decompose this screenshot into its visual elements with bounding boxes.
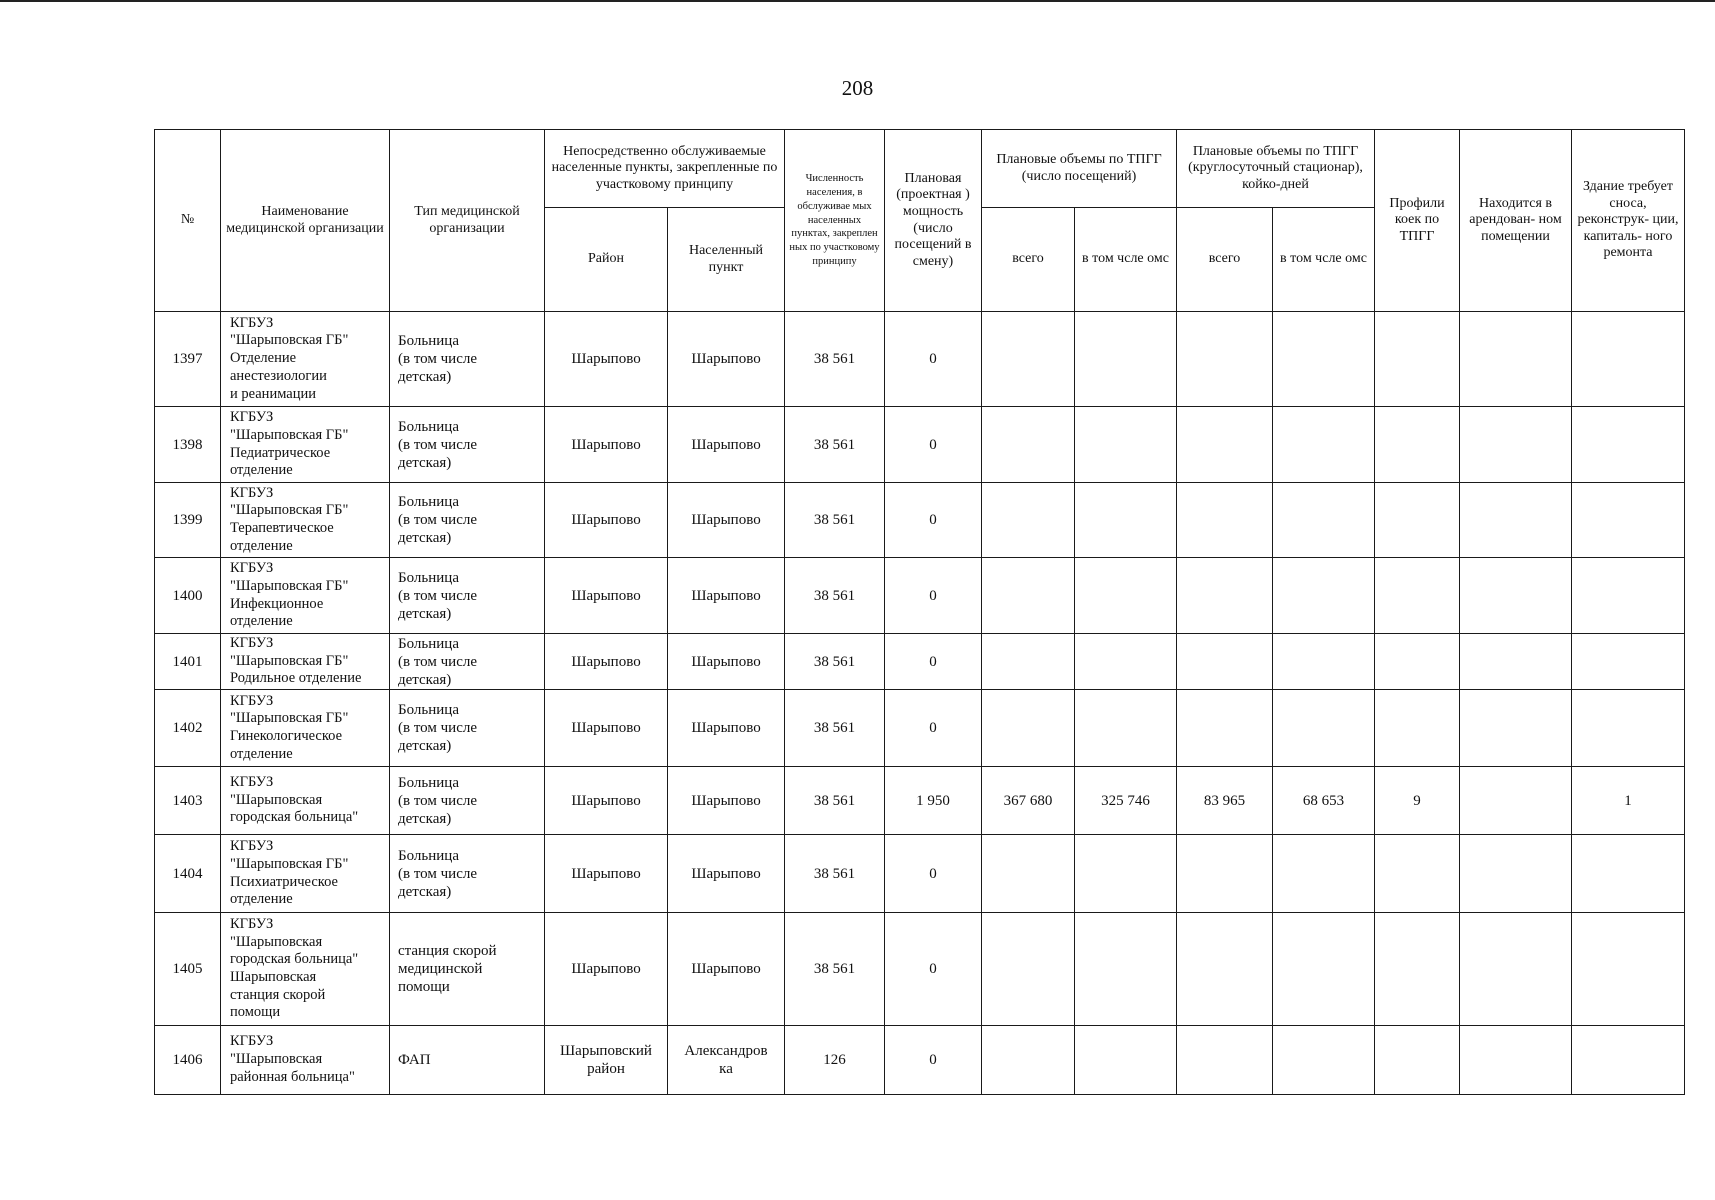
cell-visits-oms: [1075, 690, 1177, 767]
cell-capacity: 0: [885, 690, 982, 767]
cell-bed-profiles: [1375, 1026, 1460, 1095]
cell-settlement: [668, 634, 785, 690]
cell-bed-profiles: [1375, 634, 1460, 690]
cell-settlement-line: Шарыпово: [691, 961, 761, 977]
top-rule: [0, 0, 1715, 2]
cell-type-line: Больница: [398, 635, 459, 652]
cell-settlement: [668, 407, 785, 483]
cell-visits-oms: [1075, 634, 1177, 690]
cell-demolition: [1572, 835, 1685, 913]
table-row: [155, 1026, 1685, 1095]
cell-name-line: КГБУЗ: [230, 560, 274, 577]
cell-district-line: Шарыпово: [571, 792, 641, 809]
cell-population: 38 561: [785, 483, 885, 558]
cell-district: [545, 483, 668, 558]
cell-visits-oms: [1075, 312, 1177, 407]
cell-district-line: Шарыпово: [571, 436, 641, 453]
cell-population: 38 561: [785, 312, 885, 407]
cell-type: [390, 634, 545, 690]
cell-name: [221, 835, 390, 913]
cell-visits-total: [982, 690, 1075, 767]
cell-name-line: отделение: [230, 891, 293, 908]
header-bed-profiles: Профили коек по ТПГГ: [1375, 130, 1460, 312]
header-name: Наименование медицинской организации: [221, 130, 390, 312]
cell-capacity: 0: [885, 558, 982, 634]
cell-type-line: (в том числе: [398, 436, 478, 453]
cell-district-line: Шарыпово: [571, 351, 641, 367]
cell-settlement: [668, 312, 785, 407]
cell-bed-profiles: [1375, 913, 1460, 1026]
cell-num: 1406: [155, 1026, 221, 1095]
cell-name-line: КГБУЗ: [230, 692, 274, 709]
header-tpgg-hospital-group: Плановые объемы по ТПГГ (круглосуточный стационар), койко-дней: [1177, 130, 1375, 208]
cell-num: 1404: [155, 835, 221, 913]
cell-settlement-line: ка: [719, 1061, 733, 1077]
cell-visits-oms: [1075, 913, 1177, 1026]
cell-name-line: Шарыповская: [230, 969, 317, 985]
cell-type: [390, 913, 545, 1026]
cell-name-line: КГБУЗ: [230, 634, 274, 651]
cell-visits-oms: [1075, 483, 1177, 558]
cell-district-line: Шарыпово: [571, 587, 641, 604]
header-population: Численность населения, в обслуживае мых населенных пунктах, закреплен ных по участковому принципу: [785, 130, 885, 312]
cell-bed-profiles: [1375, 690, 1460, 767]
cell-demolition: [1572, 1026, 1685, 1095]
cell-type-line: детская): [398, 738, 452, 754]
cell-settlement: [668, 1026, 785, 1095]
cell-type-line: детская): [398, 605, 452, 622]
cell-name-line: Педиатрическое: [230, 444, 331, 461]
cell-rented: [1460, 558, 1572, 634]
cell-name-line: "Шарыповская: [230, 1051, 323, 1068]
cell-name-line: городская больница": [230, 809, 359, 826]
page-number: 208: [841, 76, 874, 100]
cell-demolition: [1572, 407, 1685, 483]
cell-rented: [1460, 1026, 1572, 1095]
cell-name-line: КГБУЗ: [230, 1033, 274, 1050]
cell-visits-oms: [1075, 558, 1177, 634]
cell-hosp-total: [1177, 690, 1273, 767]
cell-name: [221, 558, 390, 634]
cell-name-line: КГБУЗ: [230, 484, 274, 501]
cell-name-line: Терапевтическое: [230, 520, 334, 536]
cell-demolition: 1: [1572, 767, 1685, 835]
table-row: [155, 634, 1685, 690]
cell-hosp-total: [1177, 558, 1273, 634]
cell-name-line: отделение: [230, 613, 293, 630]
cell-population: 38 561: [785, 634, 885, 690]
cell-name-line: "Шарыповская ГБ": [230, 426, 349, 443]
cell-rented: [1460, 483, 1572, 558]
cell-type-line: (в том числе: [398, 351, 478, 367]
cell-rented: [1460, 767, 1572, 835]
cell-name-line: КГБУЗ: [230, 915, 274, 932]
cell-population: 38 561: [785, 407, 885, 483]
cell-demolition: [1572, 483, 1685, 558]
cell-num: 1402: [155, 690, 221, 767]
cell-population: 38 561: [785, 558, 885, 634]
cell-bed-profiles: [1375, 483, 1460, 558]
cell-type: [390, 835, 545, 913]
cell-hosp-total: [1177, 312, 1273, 407]
cell-hosp-oms: [1273, 835, 1375, 913]
cell-type-line: медицинской: [398, 961, 483, 977]
cell-district: [545, 913, 668, 1026]
cell-type-line: Больница: [398, 847, 459, 864]
cell-name-line: Родильное отделение: [230, 670, 362, 687]
cell-hosp-total: [1177, 483, 1273, 558]
cell-visits-oms: 325 746: [1075, 767, 1177, 835]
table-row: [155, 835, 1685, 913]
table-row: [155, 312, 1685, 407]
cell-name-line: Инфекционное: [230, 595, 324, 612]
cell-district: [545, 407, 668, 483]
cell-name-line: станция скорой: [230, 986, 326, 1003]
cell-settlement-line: Шарыпово: [691, 512, 761, 528]
cell-demolition: [1572, 558, 1685, 634]
cell-hosp-oms: [1273, 690, 1375, 767]
cell-hosp-oms: [1273, 913, 1375, 1026]
cell-settlement: [668, 483, 785, 558]
table-row: [155, 407, 1685, 483]
cell-name-line: Психиатрическое: [230, 873, 338, 890]
cell-hosp-oms: [1273, 483, 1375, 558]
cell-name-line: и реанимации: [230, 385, 316, 402]
header-visits-oms: в том чсле омс: [1075, 208, 1177, 312]
cell-settlement-line: Шарыпово: [691, 720, 761, 736]
cell-hosp-total: [1177, 835, 1273, 913]
header-demolition: Здание требует сноса, реконструк- ции, капиталь- ного ремонта: [1572, 130, 1685, 312]
cell-name: [221, 407, 390, 483]
cell-population: 38 561: [785, 767, 885, 835]
cell-type-line: детская): [398, 671, 452, 688]
cell-hosp-total: [1177, 407, 1273, 483]
header-hosp-total: всего: [1177, 208, 1273, 312]
cell-name-line: "Шарыповская ГБ": [230, 652, 349, 669]
cell-capacity: 0: [885, 483, 982, 558]
cell-visits-total: [982, 558, 1075, 634]
cell-settlement: [668, 558, 785, 634]
cell-settlement: [668, 690, 785, 767]
cell-settlement-line: Александров: [684, 1043, 768, 1059]
cell-type-line: (в том числе: [398, 653, 478, 670]
header-district: Район: [545, 208, 668, 312]
cell-visits-total: [982, 312, 1075, 407]
cell-capacity: 0: [885, 1026, 982, 1095]
cell-name-line: "Шарыповская ГБ": [230, 332, 349, 349]
cell-name: [221, 634, 390, 690]
cell-settlement-line: Шарыпово: [691, 351, 761, 367]
cell-name-line: "Шарыповская ГБ": [230, 710, 349, 727]
cell-type-line: помощи: [398, 979, 450, 995]
cell-type-line: Больница: [398, 702, 459, 718]
table-row: [155, 913, 1685, 1026]
cell-num: 1405: [155, 913, 221, 1026]
cell-visits-total: [982, 913, 1075, 1026]
cell-district: [545, 558, 668, 634]
cell-demolition: [1572, 634, 1685, 690]
cell-bed-profiles: 9: [1375, 767, 1460, 835]
cell-rented: [1460, 407, 1572, 483]
cell-capacity: 0: [885, 835, 982, 913]
cell-district-line: район: [587, 1061, 625, 1077]
cell-type: [390, 483, 545, 558]
cell-name-line: КГБУЗ: [230, 773, 274, 790]
header-tpgg-visits-group: Плановые объемы по ТПГГ (число посещений): [982, 130, 1177, 208]
table-row: [155, 558, 1685, 634]
cell-demolition: [1572, 312, 1685, 407]
cell-visits-total: 367 680: [982, 767, 1075, 835]
cell-type-line: Больница: [398, 333, 459, 349]
cell-district-line: Шарыпово: [571, 720, 641, 736]
cell-hosp-oms: [1273, 312, 1375, 407]
cell-name: [221, 312, 390, 407]
cell-type-line: (в том числе: [398, 865, 478, 882]
header-capacity: Плановая (проектная ) мощность (число посещений в смену): [885, 130, 982, 312]
cell-type: [390, 407, 545, 483]
cell-type-line: детская): [398, 369, 452, 385]
cell-type-line: станция скорой: [398, 943, 497, 959]
cell-type: [390, 1026, 545, 1095]
cell-name-line: "Шарыповская: [230, 791, 323, 808]
cell-name: [221, 690, 390, 767]
cell-type: [390, 312, 545, 407]
cell-num: 1403: [155, 767, 221, 835]
cell-name-line: отделение: [230, 745, 293, 762]
cell-settlement-line: Шарыпово: [691, 653, 761, 670]
cell-settlement-line: Шарыпово: [691, 587, 761, 604]
cell-hosp-total: [1177, 634, 1273, 690]
cell-type-line: Больница: [398, 569, 459, 586]
header-visits-total: всего: [982, 208, 1075, 312]
cell-visits-total: [982, 483, 1075, 558]
header-hosp-oms: в том чсле омс: [1273, 208, 1375, 312]
cell-hosp-total: [1177, 1026, 1273, 1095]
cell-settlement-line: Шарыпово: [691, 792, 761, 809]
cell-hosp-oms: 68 653: [1273, 767, 1375, 835]
cell-district: [545, 767, 668, 835]
cell-bed-profiles: [1375, 558, 1460, 634]
cell-hosp-total: 83 965: [1177, 767, 1273, 835]
cell-district-line: Шарыпово: [571, 961, 641, 977]
cell-rented: [1460, 913, 1572, 1026]
cell-district: [545, 1026, 668, 1095]
cell-name-line: "Шарыповская ГБ": [230, 855, 349, 872]
cell-hosp-oms: [1273, 407, 1375, 483]
cell-type-line: Больница: [398, 774, 459, 791]
cell-type: [390, 767, 545, 835]
cell-type-line: (в том числе: [398, 792, 478, 809]
cell-name-line: "Шарыповская ГБ": [230, 502, 349, 519]
cell-type: [390, 558, 545, 634]
cell-name-line: Гинекологическое: [230, 728, 343, 744]
cell-demolition: [1572, 690, 1685, 767]
cell-visits-total: [982, 407, 1075, 483]
cell-visits-total: [982, 1026, 1075, 1095]
cell-name-line: помощи: [230, 1004, 281, 1021]
cell-type-line: (в том числе: [398, 587, 478, 604]
cell-capacity: 0: [885, 312, 982, 407]
cell-type-line: Больница: [398, 418, 459, 435]
cell-visits-total: [982, 835, 1075, 913]
cell-settlement: [668, 913, 785, 1026]
cell-population: 126: [785, 1026, 885, 1095]
cell-settlement-line: Шарыпово: [691, 436, 761, 453]
cell-visits-oms: [1075, 407, 1177, 483]
cell-district: [545, 312, 668, 407]
cell-district-line: Шарыпово: [571, 653, 641, 670]
cell-district-line: Шарыповский: [560, 1043, 652, 1059]
cell-name-line: отделение: [230, 537, 293, 554]
cell-settlement: [668, 767, 785, 835]
cell-hosp-oms: [1273, 634, 1375, 690]
facilities-table: [154, 129, 1685, 1095]
cell-capacity: 0: [885, 407, 982, 483]
header-type: Тип медицинской организации: [390, 130, 545, 312]
table-row: [155, 690, 1685, 767]
cell-type-line: Больница: [398, 494, 459, 510]
cell-name: [221, 1026, 390, 1095]
cell-name: [221, 913, 390, 1026]
header-rented: Находится в арендован- ном помещении: [1460, 130, 1572, 312]
cell-capacity: 0: [885, 634, 982, 690]
cell-bed-profiles: [1375, 407, 1460, 483]
cell-type-line: детская): [398, 810, 452, 827]
cell-name-line: КГБУЗ: [230, 409, 274, 426]
cell-demolition: [1572, 913, 1685, 1026]
header-settlement: Населенный пункт: [668, 208, 785, 312]
cell-type-line: ФАП: [398, 1052, 431, 1068]
cell-name-line: "Шарыповская: [230, 933, 323, 950]
cell-population: 38 561: [785, 690, 885, 767]
cell-name: [221, 767, 390, 835]
cell-rented: [1460, 634, 1572, 690]
cell-num: 1400: [155, 558, 221, 634]
cell-name: [221, 483, 390, 558]
cell-settlement: [668, 835, 785, 913]
header-num: №: [155, 130, 221, 312]
cell-district-line: Шарыпово: [571, 512, 641, 528]
cell-district: [545, 634, 668, 690]
table-body: [155, 312, 1685, 1095]
cell-type-line: детская): [398, 454, 452, 471]
cell-district-line: Шарыпово: [571, 865, 641, 882]
cell-district: [545, 835, 668, 913]
table-header: [155, 130, 1685, 312]
cell-name-line: районная больница": [230, 1068, 355, 1085]
cell-rented: [1460, 835, 1572, 913]
cell-district: [545, 690, 668, 767]
cell-hosp-oms: [1273, 1026, 1375, 1095]
cell-visits-oms: [1075, 1026, 1177, 1095]
cell-hosp-oms: [1273, 558, 1375, 634]
cell-type-line: (в том числе: [398, 512, 478, 528]
cell-name-line: анестезиологии: [230, 367, 327, 384]
cell-rented: [1460, 312, 1572, 407]
cell-name-line: городская больница": [230, 951, 359, 968]
cell-name-line: "Шарыповская ГБ": [230, 577, 349, 594]
cell-num: 1398: [155, 407, 221, 483]
cell-hosp-total: [1177, 913, 1273, 1026]
header-served-group: Непосредственно обслуживаемые населенные пункты, закрепленные по участковому принципу: [545, 130, 785, 208]
cell-type: [390, 690, 545, 767]
cell-settlement-line: Шарыпово: [691, 865, 761, 882]
cell-name-line: КГБУЗ: [230, 314, 274, 331]
cell-capacity: 1 950: [885, 767, 982, 835]
cell-bed-profiles: [1375, 835, 1460, 913]
cell-type-line: детская): [398, 530, 452, 546]
cell-population: 38 561: [785, 913, 885, 1026]
cell-num: 1399: [155, 483, 221, 558]
cell-name-line: Отделение: [230, 350, 297, 367]
cell-capacity: 0: [885, 913, 982, 1026]
cell-num: 1397: [155, 312, 221, 407]
cell-type-line: (в том числе: [398, 720, 478, 736]
cell-type-line: детская): [398, 883, 452, 900]
cell-population: 38 561: [785, 835, 885, 913]
cell-name-line: отделение: [230, 462, 293, 479]
cell-num: 1401: [155, 634, 221, 690]
table-row: [155, 483, 1685, 558]
cell-visits-oms: [1075, 835, 1177, 913]
cell-rented: [1460, 690, 1572, 767]
cell-visits-total: [982, 634, 1075, 690]
cell-name-line: КГБУЗ: [230, 838, 274, 855]
table-row: [155, 767, 1685, 835]
cell-bed-profiles: [1375, 312, 1460, 407]
